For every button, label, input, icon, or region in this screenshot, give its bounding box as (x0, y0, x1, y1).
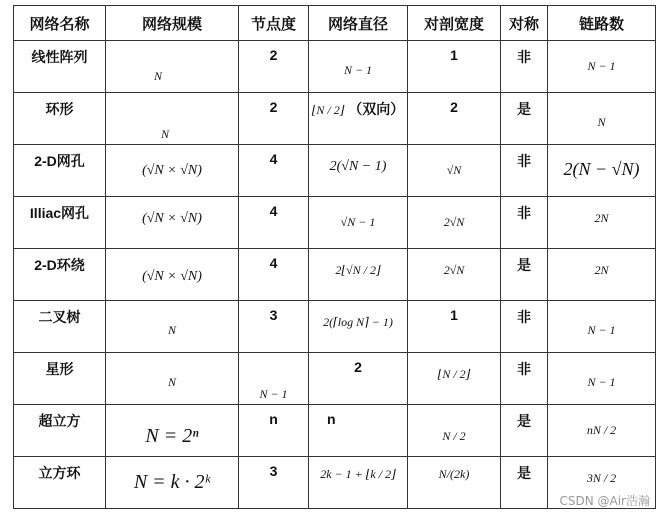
network-name: 2-D网孔 (34, 153, 85, 169)
cell-diameter (309, 353, 408, 405)
symmetric-flag: 是 (517, 257, 531, 273)
cell-name (14, 93, 106, 145)
cell-symmetric (501, 301, 548, 353)
cell-bisection (408, 93, 501, 145)
cell-diameter (309, 249, 408, 301)
cell-links (548, 93, 656, 145)
link-count: N − 1 (587, 375, 616, 389)
network-scale: N = 2ⁿ (145, 425, 199, 447)
cell-symmetric (501, 249, 548, 301)
table-row (14, 145, 656, 197)
cell-degree (239, 353, 309, 405)
cell-scale (106, 457, 239, 509)
cell-name (14, 405, 106, 457)
bisection-width: 2√N (443, 263, 465, 277)
network-scale: N (161, 127, 170, 141)
network-diameter: 2k − 1 + ⌊k / 2⌋ (320, 467, 396, 481)
cell-scale (106, 405, 239, 457)
table-row (14, 249, 656, 301)
symmetric-flag: 非 (517, 153, 531, 169)
cell-name (14, 301, 106, 353)
cell-scale (106, 145, 239, 197)
cell-bisection (408, 41, 501, 93)
bisection-width: N / 2 (442, 429, 466, 443)
table-row (14, 405, 656, 457)
csdn-watermark: CSDN @Air浩瀚 (559, 494, 650, 508)
header-link-count: 链路数 (548, 6, 656, 41)
cell-name (14, 457, 106, 509)
network-name: 星形 (45, 361, 74, 377)
diameter-formula: ⌊N / 2⌋ (311, 103, 345, 117)
cell-links (548, 41, 656, 93)
node-degree: 2 (269, 47, 278, 63)
link-count: nN / 2 (586, 423, 617, 437)
cell-degree (239, 41, 309, 93)
node-degree: n (269, 411, 278, 427)
link-count: 2N (594, 211, 609, 225)
cell-symmetric (501, 405, 548, 457)
header-network-scale: 网络规模 (106, 6, 239, 41)
cell-symmetric (501, 145, 548, 197)
node-degree: 4 (269, 151, 278, 167)
cell-links (548, 353, 656, 405)
cell-name (14, 249, 106, 301)
header-row (14, 6, 656, 41)
cell-scale (106, 93, 239, 145)
cell-name (14, 41, 106, 93)
cell-degree (239, 405, 309, 457)
table-row (14, 301, 656, 353)
cell-diameter (309, 41, 408, 93)
network-scale: N (167, 323, 176, 337)
bisection-width: N/(2k) (438, 467, 470, 481)
link-count: N (597, 115, 606, 129)
cell-links (548, 249, 656, 301)
link-count: 3N / 2 (586, 471, 617, 485)
network-diameter: √N − 1 (340, 215, 376, 229)
header-network-name: 网络名称 (14, 6, 106, 41)
node-degree: 4 (269, 255, 278, 271)
network-name: 超立方 (38, 413, 81, 429)
symmetric-flag: 是 (517, 465, 531, 481)
cell-degree (239, 145, 309, 197)
diameter-note: （双向） (348, 101, 405, 117)
network-comparison-table (13, 5, 656, 509)
cell-bisection (408, 301, 501, 353)
header-node-degree: 节点度 (239, 6, 309, 41)
cell-links (548, 301, 656, 353)
link-count: N − 1 (587, 323, 616, 337)
table-row (14, 93, 656, 145)
network-scale: (√N × √N) (142, 163, 202, 178)
network-name: 环形 (45, 101, 74, 117)
cell-bisection (408, 145, 501, 197)
network-diameter (309, 93, 407, 119)
cell-degree (239, 197, 309, 249)
node-degree: N − 1 (259, 387, 288, 401)
bisection-width: ⌊N / 2⌋ (437, 367, 471, 381)
cell-diameter (309, 197, 408, 249)
network-diameter: n (327, 411, 336, 427)
bisection-width: 2√N (443, 215, 465, 229)
symmetric-flag: 是 (517, 101, 531, 117)
header-symmetric: 对称 (501, 6, 548, 41)
cell-bisection (408, 197, 501, 249)
cell-symmetric (501, 457, 548, 509)
network-name: Illiac网孔 (29, 205, 90, 221)
cell-scale (106, 301, 239, 353)
node-degree: 2 (269, 99, 278, 115)
cell-degree (239, 93, 309, 145)
symmetric-flag: 是 (517, 413, 531, 429)
cell-symmetric (501, 41, 548, 93)
cell-bisection (408, 405, 501, 457)
network-diameter: 2 (354, 359, 362, 375)
cell-links (548, 197, 656, 249)
cell-bisection (408, 249, 501, 301)
network-scale: N = k · 2ᵏ (133, 471, 211, 493)
symmetric-flag: 非 (517, 205, 531, 221)
network-diameter: 2(√N − 1) (329, 159, 387, 174)
cell-diameter (309, 457, 408, 509)
cell-symmetric (501, 353, 548, 405)
cell-diameter (309, 93, 408, 145)
cell-links (548, 405, 656, 457)
cell-scale (106, 197, 239, 249)
cell-degree (239, 301, 309, 353)
cell-scale (106, 353, 239, 405)
network-diameter: 2(⌈log N⌉ − 1) (323, 315, 393, 329)
cell-degree (239, 249, 309, 301)
node-degree: 4 (269, 203, 278, 219)
table-row (14, 41, 656, 93)
cell-diameter (309, 301, 408, 353)
network-name: 二叉树 (38, 309, 81, 325)
header-network-diameter: 网络直径 (309, 6, 408, 41)
cell-diameter (309, 405, 408, 457)
bisection-width: 2 (450, 99, 458, 115)
network-name: 2-D环绕 (34, 257, 85, 273)
network-name: 线性阵列 (31, 49, 88, 65)
symmetric-flag: 非 (517, 309, 531, 325)
cell-bisection (408, 457, 501, 509)
bisection-width: 1 (450, 47, 458, 63)
network-name: 立方环 (38, 465, 81, 481)
cell-name (14, 353, 106, 405)
bisection-width: 1 (450, 307, 458, 323)
network-scale: N (154, 69, 163, 83)
symmetric-flag: 非 (517, 361, 531, 377)
link-count: 2(N − √N) (563, 159, 640, 179)
cell-scale (106, 41, 239, 93)
network-scale: N (167, 375, 176, 389)
table-row (14, 353, 656, 405)
symmetric-flag: 非 (517, 49, 531, 65)
network-scale: (√N × √N) (142, 269, 202, 284)
cell-diameter (309, 145, 408, 197)
network-diameter: 2⌊√N / 2⌋ (335, 263, 381, 277)
table-row (14, 197, 656, 249)
cell-scale (106, 249, 239, 301)
node-degree: 3 (269, 463, 278, 479)
cell-symmetric (501, 197, 548, 249)
network-scale: (√N × √N) (142, 211, 202, 226)
link-count: N − 1 (587, 59, 616, 73)
cell-name (14, 145, 106, 197)
cell-degree (239, 457, 309, 509)
header-bisection-width: 对剖宽度 (408, 6, 501, 41)
bisection-width: √N (446, 163, 462, 177)
network-diameter: N − 1 (343, 63, 373, 77)
cell-symmetric (501, 93, 548, 145)
cell-bisection (408, 353, 501, 405)
link-count: 2N (594, 263, 609, 277)
cell-name (14, 197, 106, 249)
node-degree: 3 (269, 307, 278, 323)
cell-links (548, 145, 656, 197)
